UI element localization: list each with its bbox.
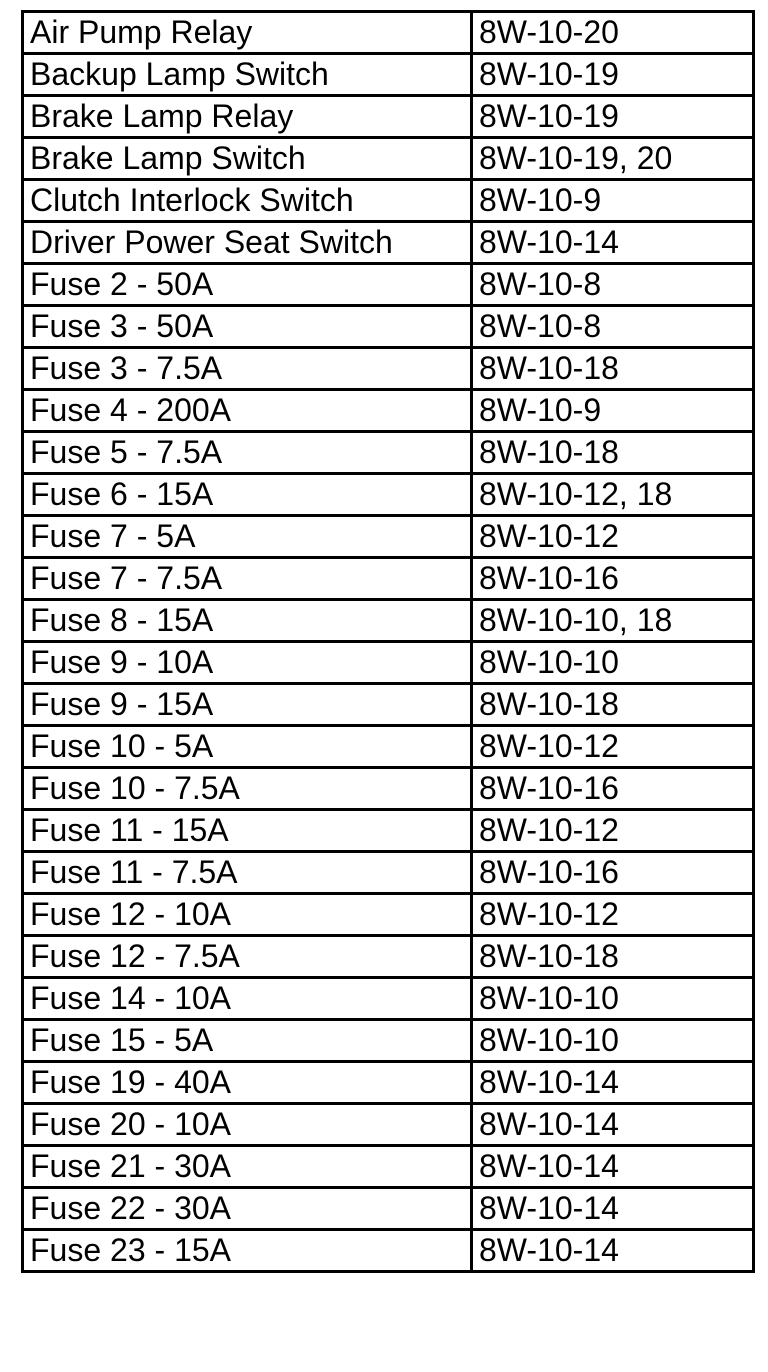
table-row (23, 1062, 754, 1104)
component-name-cell: Fuse 12 - 10A (23, 894, 472, 936)
wiring-reference-cell: 8W-10-10 (472, 978, 754, 1020)
table-row (23, 810, 754, 852)
wiring-reference-cell: 8W-10-18 (472, 432, 754, 474)
wiring-reference-cell: 8W-10-8 (472, 264, 754, 306)
component-name-cell: Fuse 11 - 15A (23, 810, 472, 852)
wiring-reference-cell: 8W-10-12 (472, 726, 754, 768)
wiring-reference-cell: 8W-10-19, 20 (472, 138, 754, 180)
table-row (23, 474, 754, 516)
wiring-reference-cell: 8W-10-19 (472, 96, 754, 138)
table-row (23, 684, 754, 726)
component-name-cell: Fuse 4 - 200A (23, 390, 472, 432)
component-name-cell: Fuse 9 - 10A (23, 642, 472, 684)
table-row (23, 432, 754, 474)
wiring-reference-cell: 8W-10-14 (472, 1062, 754, 1104)
component-index-table-container (21, 10, 752, 1273)
component-name-cell: Fuse 3 - 7.5A (23, 348, 472, 390)
component-name-cell: Fuse 21 - 30A (23, 1146, 472, 1188)
table-row (23, 558, 754, 600)
component-name-cell: Fuse 7 - 7.5A (23, 558, 472, 600)
table-row (23, 1146, 754, 1188)
wiring-reference-cell: 8W-10-12, 18 (472, 474, 754, 516)
wiring-reference-cell: 8W-10-14 (472, 222, 754, 264)
component-name-cell: Fuse 11 - 7.5A (23, 852, 472, 894)
wiring-reference-cell: 8W-10-14 (472, 1104, 754, 1146)
component-name-cell: Fuse 12 - 7.5A (23, 936, 472, 978)
wiring-reference-cell: 8W-10-16 (472, 852, 754, 894)
table-row (23, 936, 754, 978)
component-name-cell: Air Pump Relay (23, 12, 472, 54)
wiring-reference-cell: 8W-10-20 (472, 12, 754, 54)
wiring-reference-cell: 8W-10-19 (472, 54, 754, 96)
table-row (23, 138, 754, 180)
wiring-reference-cell: 8W-10-12 (472, 894, 754, 936)
wiring-reference-cell: 8W-10-18 (472, 936, 754, 978)
table-row (23, 264, 754, 306)
wiring-reference-cell: 8W-10-14 (472, 1188, 754, 1230)
wiring-reference-cell: 8W-10-9 (472, 390, 754, 432)
wiring-reference-cell: 8W-10-14 (472, 1146, 754, 1188)
table-row (23, 12, 754, 54)
table-row (23, 894, 754, 936)
table-row (23, 180, 754, 222)
component-name-cell: Fuse 10 - 5A (23, 726, 472, 768)
table-row (23, 600, 754, 642)
table-row (23, 642, 754, 684)
table-row (23, 390, 754, 432)
table-row (23, 348, 754, 390)
component-name-cell: Fuse 2 - 50A (23, 264, 472, 306)
table-row (23, 516, 754, 558)
table-body (23, 12, 754, 1272)
table-row (23, 222, 754, 264)
component-name-cell: Fuse 6 - 15A (23, 474, 472, 516)
table-row (23, 54, 754, 96)
component-name-cell: Fuse 15 - 5A (23, 1020, 472, 1062)
table-row (23, 1230, 754, 1272)
component-name-cell: Fuse 10 - 7.5A (23, 768, 472, 810)
table-row (23, 1020, 754, 1062)
component-name-cell: Driver Power Seat Switch (23, 222, 472, 264)
wiring-reference-cell: 8W-10-18 (472, 684, 754, 726)
wiring-reference-cell: 8W-10-8 (472, 306, 754, 348)
component-name-cell: Brake Lamp Relay (23, 96, 472, 138)
component-name-cell: Backup Lamp Switch (23, 54, 472, 96)
table-row (23, 726, 754, 768)
wiring-reference-cell: 8W-10-10 (472, 1020, 754, 1062)
component-name-cell: Fuse 23 - 15A (23, 1230, 472, 1272)
component-name-cell: Fuse 22 - 30A (23, 1188, 472, 1230)
wiring-reference-cell: 8W-10-10, 18 (472, 600, 754, 642)
component-name-cell: Fuse 7 - 5A (23, 516, 472, 558)
component-name-cell: Fuse 19 - 40A (23, 1062, 472, 1104)
wiring-reference-cell: 8W-10-16 (472, 768, 754, 810)
component-name-cell: Brake Lamp Switch (23, 138, 472, 180)
component-name-cell: Fuse 20 - 10A (23, 1104, 472, 1146)
wiring-reference-cell: 8W-10-10 (472, 642, 754, 684)
wiring-reference-cell: 8W-10-18 (472, 348, 754, 390)
table-row (23, 1104, 754, 1146)
table-row (23, 306, 754, 348)
wiring-reference-cell: 8W-10-9 (472, 180, 754, 222)
wiring-reference-cell: 8W-10-14 (472, 1230, 754, 1272)
table-row (23, 96, 754, 138)
table-row (23, 978, 754, 1020)
table-row (23, 1188, 754, 1230)
table-row (23, 852, 754, 894)
component-name-cell: Clutch Interlock Switch (23, 180, 472, 222)
component-name-cell: Fuse 14 - 10A (23, 978, 472, 1020)
wiring-reference-cell: 8W-10-12 (472, 516, 754, 558)
component-name-cell: Fuse 8 - 15A (23, 600, 472, 642)
component-name-cell: Fuse 5 - 7.5A (23, 432, 472, 474)
component-name-cell: Fuse 3 - 50A (23, 306, 472, 348)
wiring-reference-cell: 8W-10-16 (472, 558, 754, 600)
component-index-table (21, 10, 755, 1273)
component-name-cell: Fuse 9 - 15A (23, 684, 472, 726)
wiring-reference-cell: 8W-10-12 (472, 810, 754, 852)
table-row (23, 768, 754, 810)
